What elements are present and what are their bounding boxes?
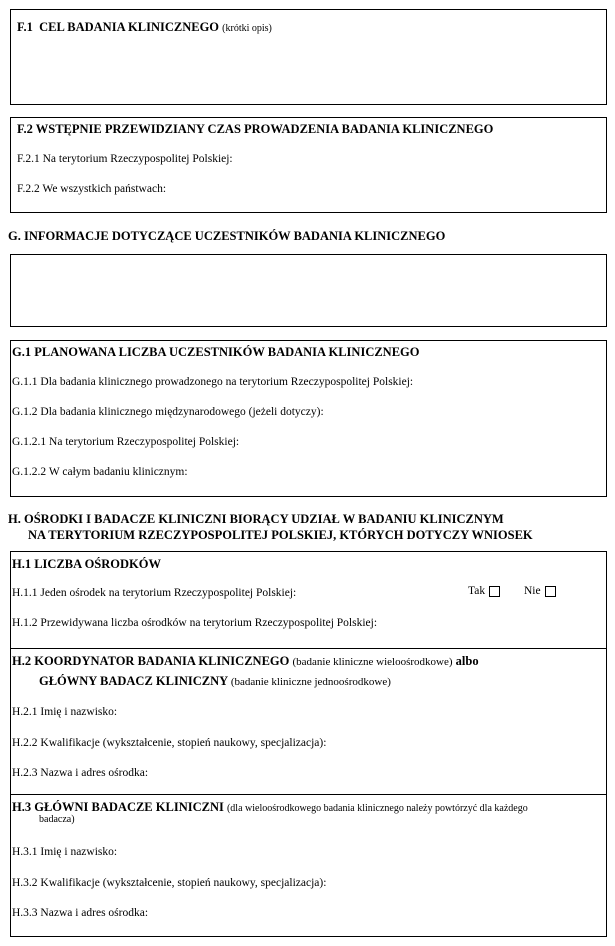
section-g1-title: G.1 PLANOWANA LICZBA UCZESTNIKÓW BADANIA KLINICZNEGO [12, 345, 420, 359]
h2-note-b: (badanie kliniczne jednoośrodkowe) [230, 676, 391, 688]
h2-title-b-text: GŁÓWNY BADACZ KLINICZNY [39, 674, 228, 688]
h3-row-1: H.3.1 Imię i nazwisko: [12, 846, 118, 858]
section-h1-title: H.1 LICZBA OŚRODKÓW [12, 557, 161, 571]
section-h-heading-line1: H. OŚRODKI I BADACZE KLINICZNI BIORĄCY UDZIAŁ W BADANIU KLINICZNYM [8, 512, 504, 526]
h2-divider [10, 648, 607, 649]
f1-title-text: CEL BADANIA KLINICZNEGO [39, 20, 220, 34]
h1-no-checkbox[interactable] [545, 586, 556, 597]
f1-note: (krótki opis) [222, 23, 272, 34]
g1-row-1: G.1.1 Dla badania klinicznego prowadzonego na terytorium Rzeczypospolitej Polskiej: [12, 376, 414, 388]
h1-row-2: H.1.2 Przewidywana liczba ośrodków na terytorium Rzeczypospolitej Polskiej: [12, 617, 378, 629]
h1-yes-checkbox[interactable] [489, 586, 500, 597]
section-h3-title [12, 800, 528, 815]
h2-row-3: H.2.3 Nazwa i adres ośrodka: [12, 767, 149, 779]
h1-row-1: H.1.1 Jeden ośrodek na terytorium Rzeczypospolitej Polskiej: [12, 587, 297, 599]
g1-row-2: G.1.2 Dla badania klinicznego międzynarodowego (jeżeli dotyczy): [12, 406, 324, 418]
h3-title-text: H.3 GŁÓWNI BADACZE KLINICZNI [12, 800, 224, 814]
g1-row-3: G.1.2.1 Na terytorium Rzeczypospolitej Polskiej: [12, 436, 240, 448]
h1-yes-label: Tak [468, 585, 486, 597]
section-g-box [10, 254, 607, 327]
g1-row-4: G.1.2.2 W całym badaniu klinicznym: [12, 466, 188, 478]
section-f2-title: F.2 WSTĘPNIE PRZEWIDZIANY CZAS PROWADZENIA BADANIA KLINICZNEGO [17, 122, 494, 136]
section-h2-title-a [12, 654, 479, 669]
h2-albo: albo [455, 654, 479, 668]
h2-row-1: H.2.1 Imię i nazwisko: [12, 706, 118, 718]
h3-note-line1: (dla wieloośrodkowego badania klinicznego należy powtórzyć dla każdego [226, 803, 528, 814]
h2-note-a: (badanie kliniczne wieloośrodkowe) [292, 656, 453, 668]
section-f1-title [17, 20, 272, 35]
h1-yes-option [468, 585, 500, 597]
h3-row-3: H.3.3 Nazwa i adres ośrodka: [12, 907, 149, 919]
h3-row-2: H.3.2 Kwalifikacje (wykształcenie, stopień naukowy, specjalizacja): [12, 877, 327, 889]
f1-number: F.1 [17, 20, 33, 34]
h1-no-label: Nie [524, 585, 541, 597]
section-h2-title-b [39, 674, 391, 689]
f2-row-2: F.2.2 We wszystkich państwach: [17, 183, 167, 195]
section-h-heading-line2: NA TERYTORIUM RZECZYPOSPOLITEJ POLSKIEJ, KTÓRYCH DOTYCZY WNIOSEK [28, 528, 533, 542]
h1-no-option [524, 585, 556, 597]
f2-row-1: F.2.1 Na terytorium Rzeczypospolitej Polskiej: [17, 153, 233, 165]
h3-divider [10, 794, 607, 795]
h2-row-2: H.2.2 Kwalifikacje (wykształcenie, stopień naukowy, specjalizacja): [12, 737, 327, 749]
h2-title-a-text: H.2 KOORDYNATOR BADANIA KLINICZNEGO [12, 654, 290, 668]
section-g-heading: G. INFORMACJE DOTYCZĄCE UCZESTNIKÓW BADANIA KLINICZNEGO [8, 229, 446, 243]
h3-note-line2: badacza) [39, 814, 75, 825]
